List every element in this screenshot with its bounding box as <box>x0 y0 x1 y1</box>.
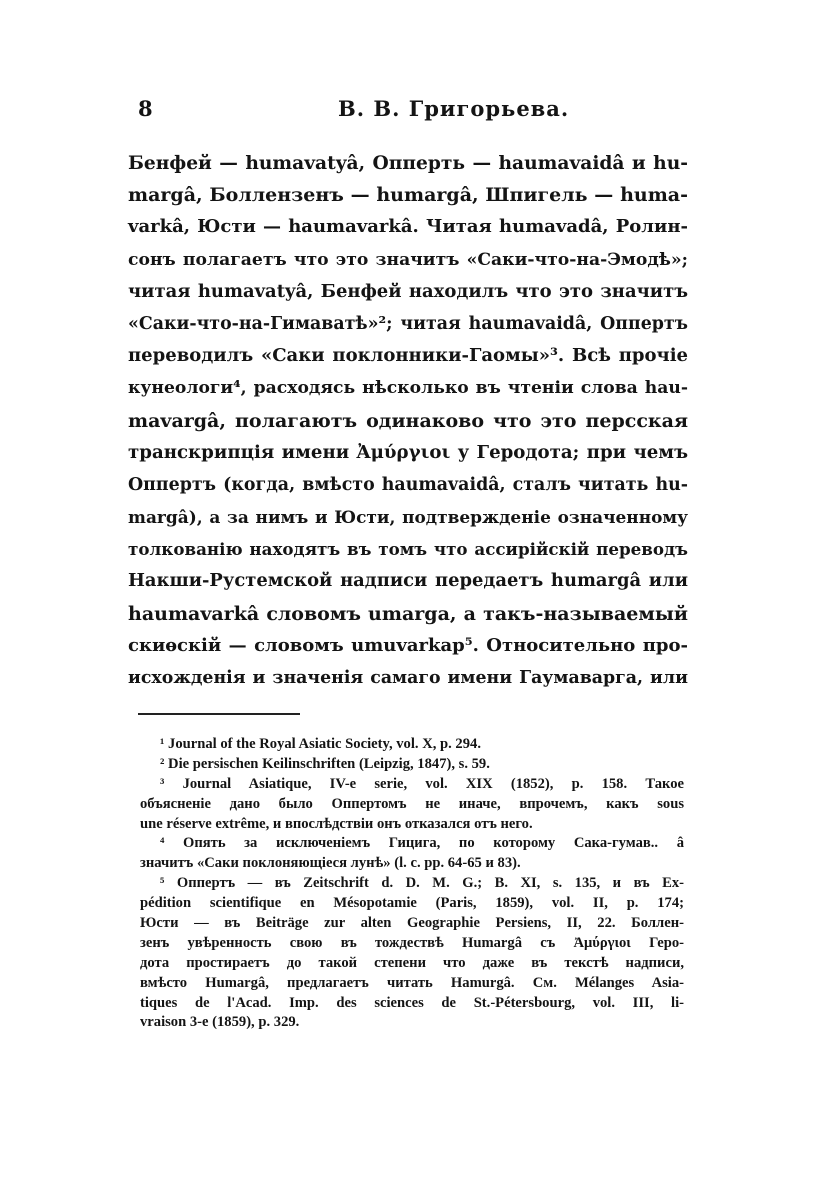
footnote-5-cont: зенъ увѣренность свою въ тождествѣ Humargâ съ Ἀμύργιοι Геро- <box>140 934 684 951</box>
footnote-4-cont: значитъ «Саки поклоняющіеся лунѣ» (l. c. pp. 64-65 и 83). <box>140 855 521 872</box>
footnote-3: ³ Journal Asiatique, IV-e serie, vol. XIX (1852), p. 158. Такое <box>160 775 684 792</box>
footnote-5-cont: вмѣсто Humargâ, предлагаетъ читать Hamurgâ. См. Mélanges Asia- <box>140 974 684 991</box>
body-line: переводилъ «Саки поклонники-Гаомы»³. Всѣ прочіе <box>128 345 688 367</box>
body-line: скиѳскій — словомъ umuvarkap⁵. Относительно про- <box>128 634 688 656</box>
body-line: Бенфей — humavatyâ, Опперть — haumavaidâ и hu- <box>128 152 688 174</box>
body-line: mavargâ, полагаютъ одинаково что это персская <box>128 409 688 432</box>
body-line: Накши-Рустемской надписи передаетъ humargâ или <box>128 570 688 592</box>
footnote-5-cont: tiques de l'Acad. Imp. des sciences de St.-Pétersbourg, vol. III, li- <box>140 994 684 1011</box>
body-line: кунеологи⁴, расходясь нѣсколько въ чтеніи слова hau- <box>128 378 688 399</box>
footnote-4: ⁴ Опять за исключеніемъ Гицига, по которому Сака-гумав.. â <box>160 835 684 852</box>
footnotes <box>140 735 684 1033</box>
body-line: читая humavatyâ, Бенфей находилъ что это значитъ <box>128 280 688 302</box>
body-line: транскрипція имени Ἀμύργιοι у Геродота; при чемъ <box>128 441 688 463</box>
body-line: margâ, Боллензенъ — humargâ, Шпигель — huma- <box>128 184 688 207</box>
footnote-5-cont: pédition scientifique en Mésopotamie (Paris, 1859), vol. II, p. 174; <box>140 895 684 912</box>
footnote-3-cont: объясненіе дано было Оппертомъ не иначе, впрочемъ, какъ sous <box>140 795 684 812</box>
body-text <box>128 147 688 694</box>
running-title: В. В. Григорьева. <box>338 96 570 121</box>
footnote-2: ² Die persischen Keilinschriften (Leipzig, 1847), s. 59. <box>160 755 490 772</box>
body-line: исхожденія и значенія самаго имени Гаумаварга, или <box>128 668 688 688</box>
footnote-5-cont: дота простираетъ до такой степени что даже въ текстѣ надписи, <box>140 954 684 971</box>
footnote-3-cont: une réserve extrême, и впослѣдствіи онъ отказался отъ него. <box>140 815 533 832</box>
footnote-5: ⁵ Оппертъ — въ Zeitschrift d. D. M. G.; B. XI, s. 135, и въ Ex- <box>160 875 684 892</box>
body-line: haumavarkâ словомъ umarga, а такъ-называемый <box>128 602 688 625</box>
footnote-5-cont: vraison 3-e (1859), p. 329. <box>140 1014 300 1031</box>
body-line: varkâ, Юсти — haumavarkâ. Читая humavadâ, Ролин- <box>128 216 688 238</box>
footnote-1: ¹ Journal of the Royal Asiatic Society, vol. X, p. 294. <box>160 736 481 752</box>
body-line: Оппертъ (когда, вмѣсто haumavaidâ, сталъ читать hu- <box>128 474 688 495</box>
body-line: margâ), а за нимъ и Юсти, подтвержденіе означенному <box>128 507 688 528</box>
body-line: сонъ полагаетъ что это значитъ «Саки-что-на-Эмодѣ»; <box>128 249 688 270</box>
footnote-5-cont: Юсти — въ Beiträge zur alten Geographie Persiens, II, 22. Боллен- <box>140 915 684 932</box>
page-header <box>138 96 698 128</box>
body-line: толкованію находятъ въ томъ что ассирійскій переводъ <box>128 539 688 560</box>
body-line: «Саки-что-на-Гимаватѣ»²; читая haumavaidâ, Оппертъ <box>128 313 688 334</box>
page-number: 8 <box>138 96 153 121</box>
footnote-divider <box>138 713 300 715</box>
